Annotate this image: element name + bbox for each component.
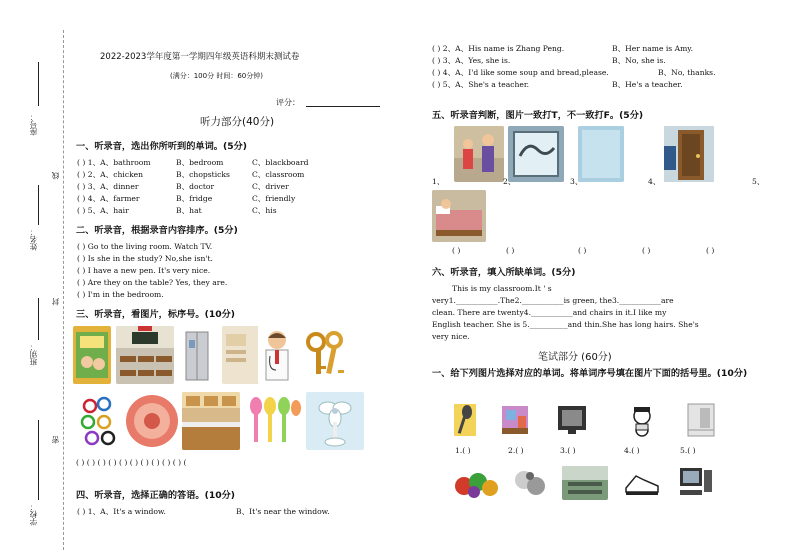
name-field[interactable] <box>38 185 39 225</box>
kitchen-icon <box>182 392 240 450</box>
doctor-icon <box>222 326 260 384</box>
s5-number-2: 2、 <box>503 177 516 186</box>
s1-row-2-a: ( ) 2、A、chicken <box>77 170 144 179</box>
bed-icon <box>432 190 486 242</box>
exam-title: 2022-2023学年度第一学期四年级英语科期末测试卷 <box>100 52 300 62</box>
s1-row-3-b: B、doctor <box>176 182 215 191</box>
bedroom-icon <box>500 402 530 438</box>
seat-number-label: 座号： <box>29 113 38 136</box>
s5-blank-5[interactable]: ( ) <box>706 246 715 255</box>
written-blank-5[interactable]: 5.( ) <box>680 446 696 455</box>
family-icon <box>454 126 504 182</box>
hall-icon <box>562 466 608 500</box>
s4-row-1-b: B、It's near the window. <box>236 507 330 516</box>
score-label: 评分： <box>276 98 300 107</box>
s5-number-1: 1、 <box>432 177 445 186</box>
written-blank-3[interactable]: 3.( ) <box>560 446 576 455</box>
s1-row-3-a: ( ) 3、A、dinner <box>77 182 139 191</box>
s6-line-4[interactable]: English teacher. She is 5.__________and thin.She has long hairs. She's <box>432 320 699 329</box>
s1-row-1-a: ( ) 1、A、bathroom <box>77 158 151 167</box>
wall-icon <box>578 126 624 182</box>
s1-row-5-a: ( ) 5、A、hair <box>77 206 129 215</box>
name-label: 姓名： <box>29 228 38 251</box>
writing-title: 笔试部分 (60分) <box>538 352 612 363</box>
s5-blank-4[interactable]: ( ) <box>642 246 651 255</box>
english-book-icon <box>73 326 111 384</box>
computer-icon <box>676 466 716 500</box>
s1-row-3-c: C、driver <box>252 182 289 191</box>
s4-row-2-b: B、Her name is Amy. <box>612 44 693 53</box>
s1-row-1-b: B、bedroom <box>176 158 224 167</box>
keys-icon <box>300 326 354 384</box>
s6-line-1: This is my classroom.It ' s <box>452 284 552 293</box>
fan-icon <box>306 392 364 450</box>
s4-row-4-b: B、No, thanks. <box>658 68 716 77</box>
s5-blank-2[interactable]: ( ) <box>506 246 515 255</box>
s1-row-5-c: C、his <box>252 206 277 215</box>
driver-icon <box>626 402 658 438</box>
seat-number-field[interactable] <box>38 62 39 106</box>
s5-blank-3[interactable]: ( ) <box>578 246 587 255</box>
s2-row-1: ( ) Go to the living room. Watch TV. <box>77 242 213 251</box>
door-icon <box>664 126 714 182</box>
s6-line-3[interactable]: clean. There are twenty4.___________and chairs in it.I like my <box>432 308 667 317</box>
s4-row-3-a: ( ) 3、A、Yes, she is. <box>432 56 511 65</box>
s5-number-5: 5、 <box>752 177 765 186</box>
s1-row-2-b: B、chopsticks <box>176 170 230 179</box>
s4-row-5-a: ( ) 5、A、She's a teacher. <box>432 80 530 89</box>
s1-row-1-c: C、blackboard <box>252 158 309 167</box>
s1-row-5-b: B、hat <box>176 206 202 215</box>
tv-icon <box>556 402 588 438</box>
s6-line-5: very nice. <box>432 332 470 341</box>
s4-row-2-a: ( ) 2、A、His name is Zhang Peng. <box>432 44 565 53</box>
s4-row-5-b: B、He's a teacher. <box>612 80 683 89</box>
s1-row-4-c: C、friendly <box>252 194 296 203</box>
written-blank-1[interactable]: 1.( ) <box>455 446 471 455</box>
seal-char-secret: 密 <box>51 436 60 444</box>
spoons-icon <box>244 392 302 450</box>
class-label: 班别： <box>29 343 38 366</box>
section-3-blanks[interactable]: ( ) ( ) ( ) ( ) ( ) ( ) ( ) ( ) ( ) ( ) ( <box>76 458 187 467</box>
spoon-icon <box>452 402 478 438</box>
s2-row-3: ( ) I have a new pen. It's very nice. <box>77 266 211 275</box>
s1-row-2-c: C、classroom <box>252 170 305 179</box>
s5-number-4: 4、 <box>648 177 661 186</box>
classroom-icon <box>116 326 174 384</box>
seal-char-seal: 封 <box>51 298 60 306</box>
class-field[interactable] <box>38 298 39 340</box>
score-field[interactable] <box>306 106 380 107</box>
written-blank-4[interactable]: 4.( ) <box>624 446 640 455</box>
shoe-icon <box>622 466 662 500</box>
glasses-icon <box>78 392 118 450</box>
fridge-icon <box>180 326 214 384</box>
s5-number-3: 3、 <box>570 177 583 186</box>
seal-char-line: 线 <box>51 172 60 180</box>
school-field[interactable] <box>38 420 39 500</box>
written-q1-title: 一、给下列图片选择对应的单词。将单词序号填在图片下面的括号里。(10分) <box>432 368 748 379</box>
exam-subtitle: (满分：100分 时间：60分钟) <box>170 72 263 80</box>
doctor-figure-icon <box>258 326 296 384</box>
s2-row-5: ( ) I'm in the bedroom. <box>77 290 164 299</box>
binding-dashed-line <box>63 30 64 550</box>
vegetables-icon <box>452 466 502 500</box>
s4-row-4-a: ( ) 4、A、I'd like some soup and bread,please. <box>432 68 609 77</box>
s4-row-1-a: ( ) 1、A、It's a window. <box>77 507 166 516</box>
listening-title: 听力部分(40分) <box>200 116 275 128</box>
section-3-title: 三、听录音，看图片，标序号。(10分) <box>76 309 235 320</box>
section-1-title: 一、听录音，选出你所听到的单词。(5分) <box>76 141 247 152</box>
s6-line-2[interactable]: very1.___________.The2.___________is green, the3.___________are <box>432 296 674 305</box>
section-6-title: 六、听录音，填入所缺单词。(5分) <box>432 267 576 278</box>
window-icon <box>508 126 564 182</box>
room-icon <box>686 402 716 438</box>
section-4-title: 四、听录音，选择正确的答语。(10分) <box>76 490 235 501</box>
written-blank-2[interactable]: 2.( ) <box>508 446 524 455</box>
section-5-title: 五、听录音判断，图片一致打T，不一致打F。(5分) <box>432 110 644 121</box>
s2-row-2: ( ) Is she in the study? No,she isn't. <box>77 254 213 263</box>
s1-row-4-b: B、fridge <box>176 194 213 203</box>
section-2-title: 二、听录音，根据录音内容排序。(5分) <box>76 225 238 236</box>
school-label: 学校： <box>29 503 38 526</box>
cleaning-icon <box>510 466 550 500</box>
s4-row-3-b: B、No, she is. <box>612 56 666 65</box>
soup-bowl-icon <box>124 392 180 450</box>
s5-blank-1[interactable]: ( ) <box>452 246 461 255</box>
s1-row-4-a: ( ) 4、A、farmer <box>77 194 140 203</box>
s2-row-4: ( ) Are they on the table? Yes, they are. <box>77 278 228 287</box>
